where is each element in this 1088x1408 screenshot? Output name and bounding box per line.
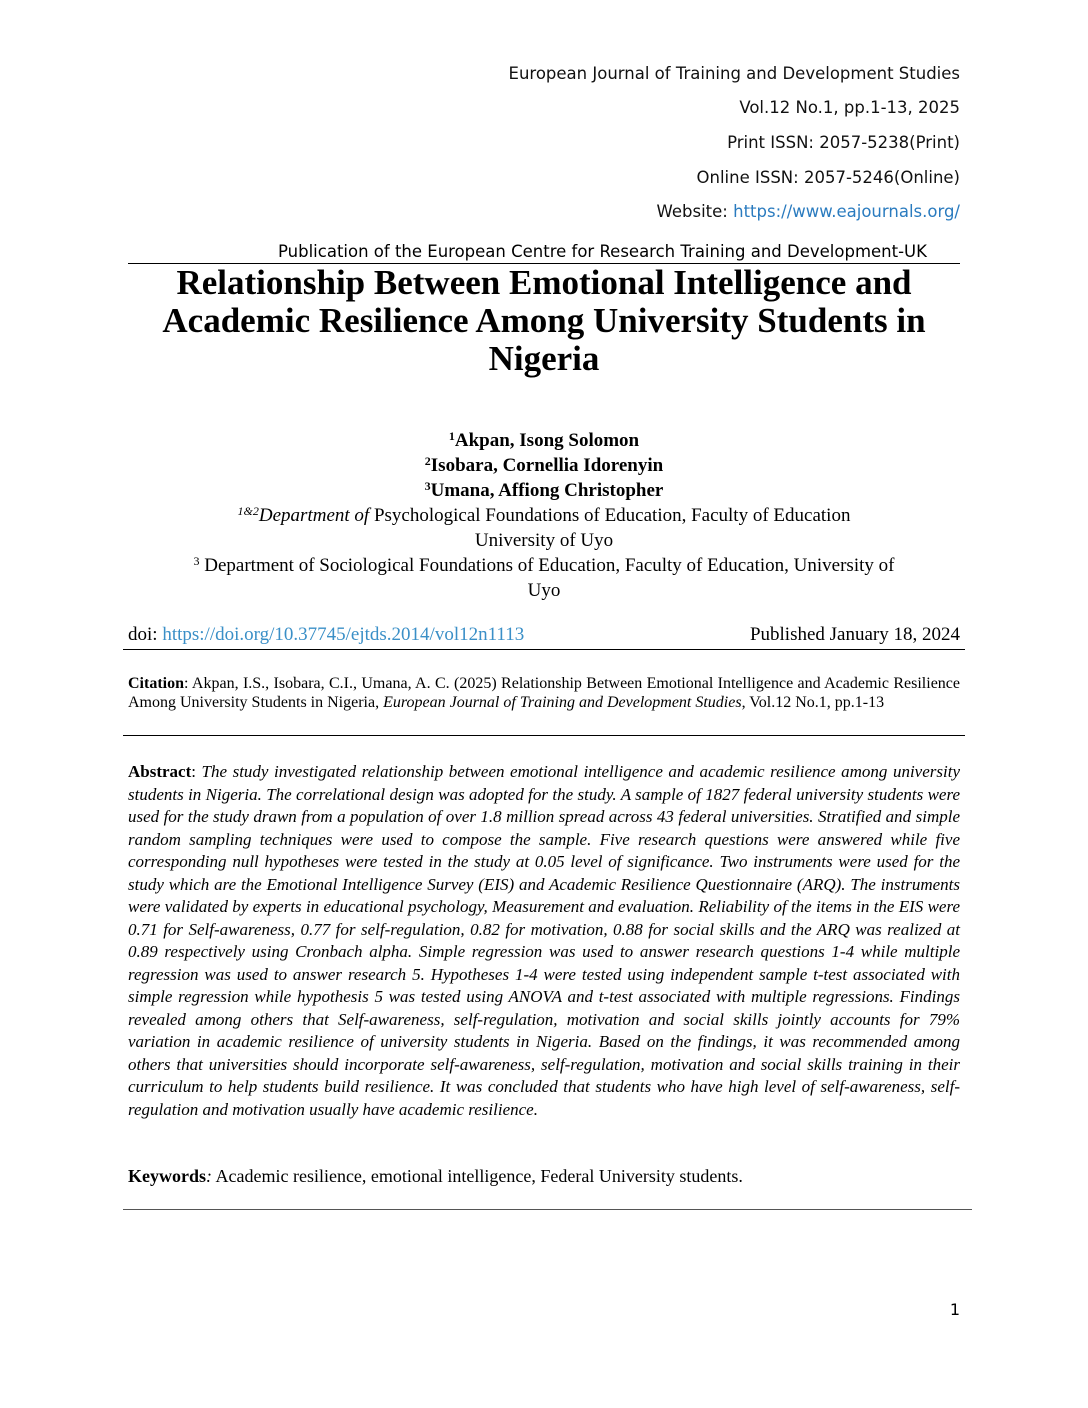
doi-link[interactable]: https://doi.org/10.37745/ejtds.2014/vol12n1113: [162, 624, 525, 645]
published-date: Published January 18, 2024: [749, 624, 960, 645]
paper-title: [128, 264, 960, 378]
abstract-body: The study investigated relationship between emotional intelligence and academic resilience among university students in Nigeria. The correlational design was adopted for the study. A sample of 1827 federal university students were used for the study drawn from a population of over 1.8 million spread across 43 federal universities. Stratified and simple random sampling techniques were used to compose the sample. Five research questions were answered while five corresponding null hypotheses were tested in the study at 0.05 level of significance. Two instruments were used for the study which are the Emotional Intelligence Survey (EIS) and Academic Resilience Questionnaire (ARQ). The instruments were validated by experts in educational psychology, Measurement and evaluation. Reliability of the items in the EIS were 0.71 for Self-awareness, 0.77 for self-regulation, 0.82 for motivation, 0.88 for social skills and the ARQ was realized at 0.89 respectively using Cronbach alpha. Simple regression was used to answer research questions 1-4 while multiple regression was used to answer research 5. Hypotheses 1-4 were tested using independent sample t-test associated with simple regression while hypothesis 5 was tested using ANOVA and t-test associated with multiple regressions. Findings revealed among others that Self-awareness, self-regulation, motivation and social skills jointly accounts for 79% variation in academic resilience of university students in Nigeria. Based on the findings, it was recommended among others that universities should incorporate self-awareness, self-regulation, motivation and social skills training in their curriculum to help students build resilience. It was concluded that students who have high level of self-awareness, self-regulation and motivation usually have academic resilience.: [128, 762, 960, 1119]
title-line-1: Relationship Between Emotional Intelligence and: [176, 263, 912, 302]
publisher-line: Publication of the European Centre for Research Training and Development-UK: [278, 242, 927, 261]
title-line-3: Nigeria: [488, 339, 600, 378]
website-link[interactable]: https://www.eajournals.org/: [733, 202, 960, 221]
doi-label: doi:: [128, 624, 163, 645]
citation-journal: European Journal of Training and Development Studies: [383, 694, 742, 711]
keywords-text: Academic resilience, emotional intelligence, Federal University students.: [212, 1166, 743, 1186]
citation-divider: [123, 735, 965, 736]
abstract-label: Abstract: [128, 762, 192, 781]
affiliation-1-line2: University of Uyo: [474, 530, 614, 551]
author-2: $^2$Isobara, Cornellia Idorenyin: [424, 454, 664, 476]
abstract: Abstract: The study investigated relationship between emotional intelligence and academic resilience among university students in Nigeria. The correlational design was adopted for the study. A sample of 1827 federal university students were used for the study drawn from a population of over 1.8 million spread across 43 federal universities. Stratified and simple random sampling techniques were used to compose the sample. Five research questions were answered while five corresponding null hypotheses were tested in the study at 0.05 level of significance. Two instruments were used for the study which are the Emotional Intelligence Survey (EIS) and Academic Resilience Questionnaire (ARQ). The instruments were validated by experts in educational psychology, Measurement and evaluation. Reliability of the items in the EIS were 0.71 for Self-awareness, 0.77 for self-regulation, 0.82 for motivation, 0.88 for social skills and the ARQ was realized at 0.89 respectively using Cronbach alpha. Simple regression was used to answer research questions 1-4 while multiple regression was used to answer research 5. Hypotheses 1-4 were tested using independent sample t-test associated with simple regression while hypothesis 5 was tested using ANOVA and t-test associated with multiple regressions. Findings revealed among others that Self-awareness, self-regulation, motivation and social skills jointly accounts for 79% variation in academic resilience of university students in Nigeria. Based on the findings, it was recommended among others that universities should incorporate self-awareness, self-regulation, motivation and social skills training in their curriculum to help students build resilience. It was concluded that students who have high level of self-awareness, self-regulation and motivation usually have academic resilience.: [128, 762, 960, 1119]
online-issn: Online ISSN: 2057-5246(Online): [696, 168, 960, 187]
citation-label: Citation: [128, 675, 184, 692]
doi-divider: [123, 649, 965, 650]
affiliation-3-line2: Uyo: [527, 580, 561, 601]
author-1: $^1$Akpan, Isong Solomon: [448, 429, 640, 451]
doi-line: [128, 623, 960, 647]
website-label: Website:: [656, 202, 734, 221]
title-line-2: Academic Resilience Among University Students in: [162, 301, 926, 340]
author-3: $^3$Umana, Affiong Christopher: [424, 479, 664, 501]
keywords-label: Keywords: [128, 1166, 206, 1186]
footer-divider: [123, 1209, 972, 1210]
volume-info: Vol.12 No.1, pp.1-13, 2025: [739, 98, 960, 117]
page-number: 1: [949, 1300, 960, 1319]
website-line: [657, 202, 960, 221]
print-issn: Print ISSN: 2057-5238(Print): [727, 133, 960, 152]
citation: Citation: Akpan, I.S., Isobara, C.I., Umana, A. C. (2025) Relationship Between Emotional Intelligence and Academic Resilience Among University Students in Nigeria, European Journal of Training and Development Studies, Vol.12 No.1, pp.1-13: [128, 675, 960, 711]
author-block: [128, 428, 960, 603]
affiliation-3: $^3$ Department of Sociological Foundations of Education, Faculty of Education, University of: [193, 554, 895, 576]
keywords: Keywords: Academic resilience, emotional intelligence, Federal University students.: [128, 1166, 743, 1186]
affiliation-1: $^{1\&2}$Department of Psychological Foundations of Education, Faculty of Education: [237, 504, 851, 526]
journal-name: European Journal of Training and Development Studies: [508, 64, 960, 83]
